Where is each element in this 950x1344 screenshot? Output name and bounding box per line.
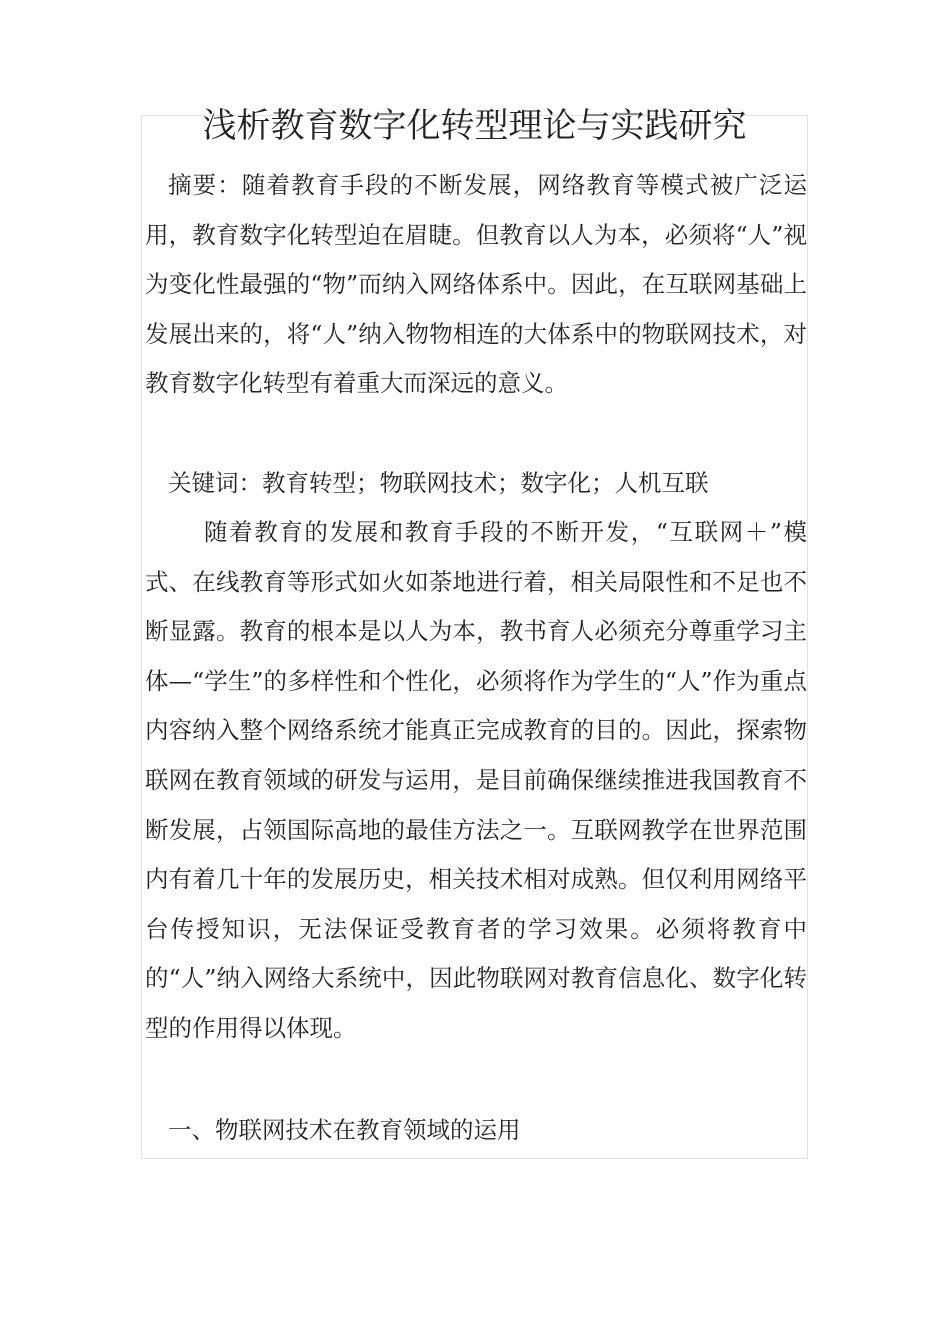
abstract-paragraph: 摘要：随着教育手段的不断发展，网络教育等模式被广泛运用，教育数字化转型迫在眉睫。但教育以人为本，必须将“人”视为变化性最强的“物”而纳入网络体系中。因此，在互联网基础上发展出来的，将“人”纳入物物相连的大体系中的物联网技术，对教育数字化转型有着重大而深远的意义。	[145, 171, 807, 398]
body-paragraph: 随着教育的发展和教育手段的不断开发，“互联网＋”模式、在线教育等形式如火如荼地进行着，相关局限性和不足也不断显露。教育的根本是以人为本，教书育人必须充分尊重学习主体—“学生”的多样性和个性化，必须将作为学生的“人”作为重点内容纳入整个网络系统才能真正完成教育的目的。因此，探索物联网在教育领域的研发与运用，是目前确保继续推进我国教育不断发展，占领国际高地的最佳方法之一。互联网教学在世界范围内有着几十年的发展历史，相关技术相对成熟。但仅利用网络平台传授知识，无法保证受教育者的学习效果。必须将教育中的“人”纳入网络大系统中，因此物联网对教育信息化、数字化转型的作用得以体现。	[145, 518, 807, 1042]
keywords-line: 关键词：教育转型；物联网技术；数字化；人机互联	[168, 469, 709, 497]
section-heading: 一、物联网技术在教育领域的运用	[168, 1116, 521, 1144]
document-title: 浅析教育数字化转型理论与实践研究	[202, 106, 747, 146]
